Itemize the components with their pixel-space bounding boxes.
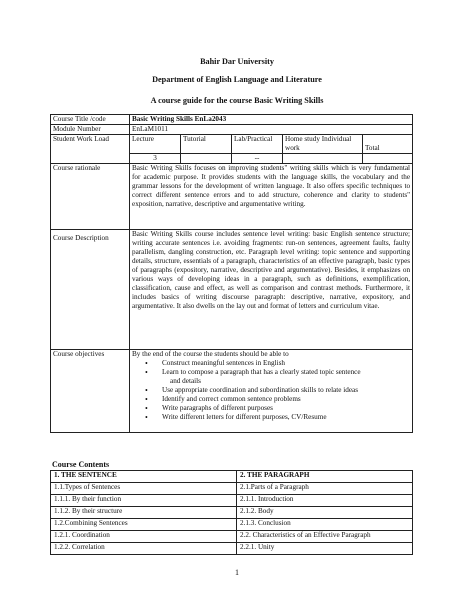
content-item: 2.1.Parts of a Paragraph bbox=[237, 483, 413, 495]
content-item: 1.1.1. By their function bbox=[51, 495, 237, 507]
content-item: 1.2.2. Correlation bbox=[51, 543, 237, 555]
objectives-list bbox=[132, 359, 410, 422]
objectives-intro: By the end of the course the students should be able to bbox=[132, 350, 289, 358]
description-label: Course Description bbox=[51, 230, 130, 350]
workload-value-lab: -- bbox=[232, 154, 283, 164]
objective-item: • Learn to compose a paragraph that has a clearly stated topic sentence bbox=[132, 368, 410, 377]
module-number-value: EnLaM1011 bbox=[130, 125, 413, 135]
objective-item: • Write different letters for different purposes, CV/Resume bbox=[132, 413, 410, 422]
department-title: Department of English Language and Literature bbox=[152, 75, 322, 84]
workload-value-tutorial bbox=[181, 154, 232, 164]
course-title-label: Course Title /code bbox=[51, 115, 130, 125]
sentence-section-header: 1. THE SENTENCE bbox=[51, 471, 237, 483]
workload-header-lab: Lab/Practical bbox=[232, 135, 283, 154]
workload-value-home-study bbox=[283, 154, 363, 164]
content-item: 2.1.2. Body bbox=[237, 507, 413, 519]
rationale-text: Basic Writing Skills focuses on improving students" writing skills which is very fundamental for academic purpose. It provides students with the language skills, the vocabulary and the grammar lessons for the development of written language. It also offers specific techniques to correct different sentence errors and to add structure, coherence and clarity to students" exposition, narrative, descriptive and argumentative writing. bbox=[130, 164, 413, 230]
workload-header-total: Total bbox=[363, 135, 413, 154]
module-number-label: Module Number bbox=[51, 125, 130, 135]
workload-value-lecture: 3 bbox=[130, 154, 181, 164]
work-load-label: Student Work Load bbox=[51, 135, 130, 164]
workload-header-lecture: Lecture bbox=[130, 135, 181, 154]
objectives-label: Course objectives bbox=[51, 350, 130, 433]
objective-item: • Construct meaningful sentences in English bbox=[132, 359, 410, 368]
rationale-label: Course rationale bbox=[51, 164, 130, 230]
content-item: 2.2.1. Unity bbox=[237, 543, 413, 555]
paragraph-section-header: 2. THE PARAGRAPH bbox=[237, 471, 413, 483]
course-contents-table bbox=[50, 470, 413, 555]
workload-value-total bbox=[363, 154, 413, 164]
course-info-table bbox=[50, 114, 413, 433]
content-item: 2.2. Characteristics of an Effective Paragraph bbox=[237, 531, 413, 543]
workload-header-tutorial: Tutorial bbox=[181, 135, 232, 154]
objective-item: • Write paragraphs of different purposes bbox=[132, 404, 410, 413]
description-text: Basic Writing Skills course includes sentence level writing: basic English sentence structure; writing accurate sentences i.e. avoiding fragments: run-on sentences, agreement faults, faulty parallelism, dangling construction, etc. Paragraph level writing: topic sentence and supporting details, structure, essentials of a paragraph, characteristics of an effective paragraph, basic types of paragraphs (expository, narrative, descriptive and argumentative). Besides, it emphasizes on various ways of developing ideas in a paragraph, such as definitions, exemplification, classification, cause and effect, as well as comparison and contrast methods. Furthermore, it includes basics of writing discourse paragraph: descriptive, narrative, expository, and argumentative. It also dwells on the lay out and format of letters and curriculum vitae. bbox=[130, 230, 413, 350]
guide-title: A course guide for the course Basic Writing Skills bbox=[150, 96, 324, 105]
objective-item-continued: and details bbox=[170, 377, 201, 385]
objective-item: • Identify and correct common sentence problems bbox=[132, 395, 410, 404]
course-contents-title: Course Contents bbox=[52, 460, 110, 469]
university-title: Bahir Dar University bbox=[200, 57, 274, 66]
content-item: 1.2.1. Coordination bbox=[51, 531, 237, 543]
content-item: 1.1.Types of Sentences bbox=[51, 483, 237, 495]
content-item: 1.1.2. By their structure bbox=[51, 507, 237, 519]
objective-item: • Use appropriate coordination and subordination skills to relate ideas bbox=[132, 386, 410, 395]
content-item: 1.2.Combining Sentences bbox=[51, 519, 237, 531]
workload-header-home-study: Home study Individual work bbox=[283, 135, 363, 154]
content-item: 2.1.1. Introduction bbox=[237, 495, 413, 507]
course-title-value: Basic Writing Skills EnLa2043 bbox=[130, 115, 413, 125]
page-number: 1 bbox=[235, 568, 239, 577]
objectives-cell bbox=[130, 350, 413, 433]
content-item: 2.1.3. Conclusion bbox=[237, 519, 413, 531]
